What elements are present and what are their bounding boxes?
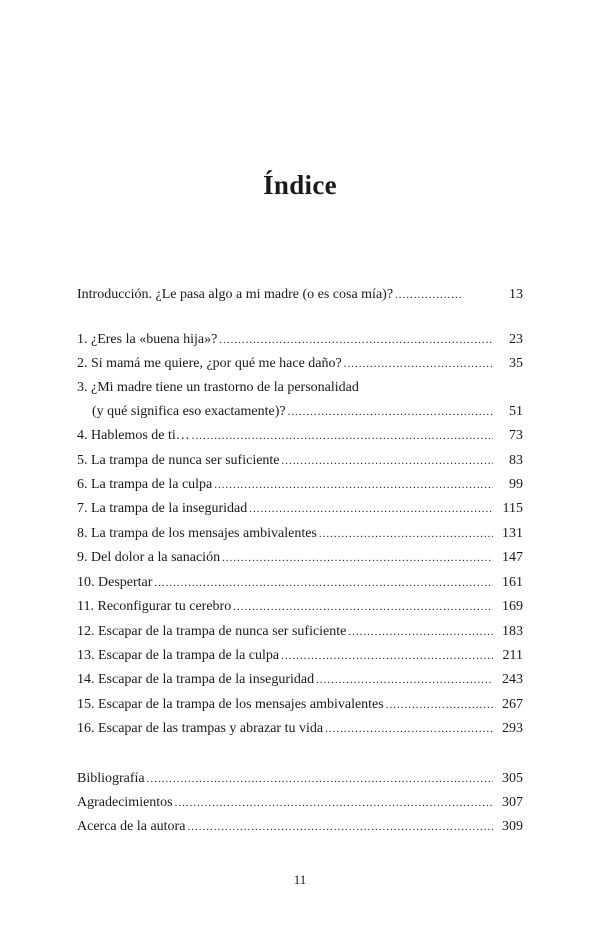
toc-leader-dots	[249, 497, 493, 521]
toc-entry-bibliography	[77, 767, 523, 791]
toc-entry-chapter-14	[77, 668, 523, 692]
toc-entry-chapter-6	[77, 473, 523, 497]
toc-leader-dots	[348, 620, 493, 644]
toc-leader-dots	[344, 352, 493, 376]
toc-entry-page: 169	[502, 599, 523, 614]
toc-entry-label: 2. Si mamá me quiere, ¿por qué me hace daño?	[77, 356, 342, 371]
toc-entry-page: 99	[509, 477, 523, 492]
toc-entry-about-author	[77, 815, 523, 839]
toc-entry-page: 115	[502, 501, 523, 516]
toc-leader-dots	[222, 546, 493, 570]
toc-entry-label: 8. La trampa de los mensajes ambivalentes	[77, 526, 317, 541]
toc-leader-dots	[395, 283, 463, 307]
toc-entry-page: 293	[502, 721, 523, 736]
toc-entry-page: 309	[502, 819, 523, 834]
toc-entry-label: 5. La trampa de nunca ser suficiente	[77, 453, 280, 468]
toc-entry-label: Bibliografía	[77, 771, 145, 786]
toc-entry-chapter-9	[77, 546, 523, 570]
toc-entry-label: 7. La trampa de la inseguridad	[77, 501, 248, 516]
toc-entry-label: 14. Escapar de la trampa de la inseguridad	[77, 672, 315, 687]
toc-entry-label: 1. ¿Eres la «buena hija»?	[77, 332, 218, 347]
toc-entry-label: 4. Hablemos de ti…	[77, 428, 190, 443]
toc-entry-page: 183	[502, 624, 523, 639]
toc-entry-chapter-1	[77, 328, 523, 352]
toc-entry-page: 51	[509, 404, 523, 419]
toc-entry-label: Acerca de la autora	[77, 819, 186, 834]
toc-entry-chapter-10	[77, 571, 523, 595]
toc-entry-page: 13	[509, 287, 523, 302]
toc-entry-introduction	[77, 283, 523, 307]
toc-leader-dots	[288, 400, 493, 424]
toc-leader-dots	[386, 693, 493, 717]
toc-leader-dots	[219, 328, 493, 352]
toc-entry-page: 147	[502, 550, 523, 565]
toc-leader-dots	[154, 571, 493, 595]
toc-leader-dots	[175, 791, 493, 815]
toc-entry-chapter-3	[92, 400, 523, 424]
toc-entry-chapter-13	[77, 644, 523, 668]
toc-entry-label: (y qué significa eso exactamente)?	[92, 404, 286, 419]
toc-leader-dots	[214, 473, 493, 497]
toc-leader-dots	[319, 522, 493, 546]
toc-entry-page: 161	[502, 575, 523, 590]
page-number: 11	[293, 872, 307, 887]
toc-leader-dots	[325, 717, 493, 741]
toc-entry-label: 13. Escapar de la trampa de la culpa	[77, 648, 280, 663]
toc-entry-page: 23	[509, 332, 523, 347]
toc-entry-page: 267	[502, 697, 523, 712]
toc-entry-page: 83	[509, 453, 523, 468]
toc-entry-label: 16. Escapar de las trampas y abrazar tu vida	[77, 721, 324, 736]
toc-entry-label: Introducción. ¿Le pasa algo a mi madre (o es cosa mía)?	[77, 287, 394, 302]
toc-entry-label: 11. Reconfigurar tu cerebro	[77, 599, 232, 614]
toc-entry-acknowledgements	[77, 791, 523, 815]
toc-leader-dots	[281, 644, 493, 668]
toc-entry-chapter-16	[77, 717, 523, 741]
toc-leader-dots	[192, 424, 493, 448]
toc-entry-page: 35	[509, 356, 523, 371]
toc-leader-dots	[187, 815, 493, 839]
toc-entry-label: 12. Escapar de la trampa de nunca ser suficiente	[77, 624, 347, 639]
toc-leader-dots	[282, 449, 493, 473]
toc-entry-page: 211	[502, 648, 523, 663]
toc-entry-chapter-7	[77, 497, 523, 521]
toc-entry-chapter-5	[77, 449, 523, 473]
toc-entry-label: 6. La trampa de la culpa	[77, 477, 213, 492]
page-title: Índice	[263, 170, 337, 200]
toc-entry-label: Agradecimientos	[77, 795, 173, 810]
toc-entry-label: 15. Escapar de la trampa de los mensajes ambivalentes	[77, 697, 384, 712]
toc-entry-label: 10. Despertar	[77, 575, 153, 590]
toc-leader-dots	[233, 595, 493, 619]
toc-entry-chapter-2	[77, 352, 523, 376]
toc-leader-dots	[147, 767, 493, 791]
toc-entry-page: 243	[502, 672, 523, 687]
toc-entry-page: 131	[502, 526, 523, 541]
toc-entry-chapter-3-line-1: 3. ¿Mi madre tiene un trastorno de la personalidad	[77, 380, 359, 395]
toc-entry-chapter-12	[77, 620, 523, 644]
toc-entry-label: 9. Del dolor a la sanación	[77, 550, 221, 565]
toc-entry-chapter-4	[77, 424, 523, 448]
toc-entry-chapter-11	[77, 595, 523, 619]
toc-entry-chapter-15	[77, 693, 523, 717]
toc-entry-page: 73	[509, 428, 523, 443]
toc-entry-page: 305	[502, 771, 523, 786]
toc-entry-page: 307	[502, 795, 523, 810]
toc-leader-dots	[316, 668, 493, 692]
toc-entry-chapter-8	[77, 522, 523, 546]
